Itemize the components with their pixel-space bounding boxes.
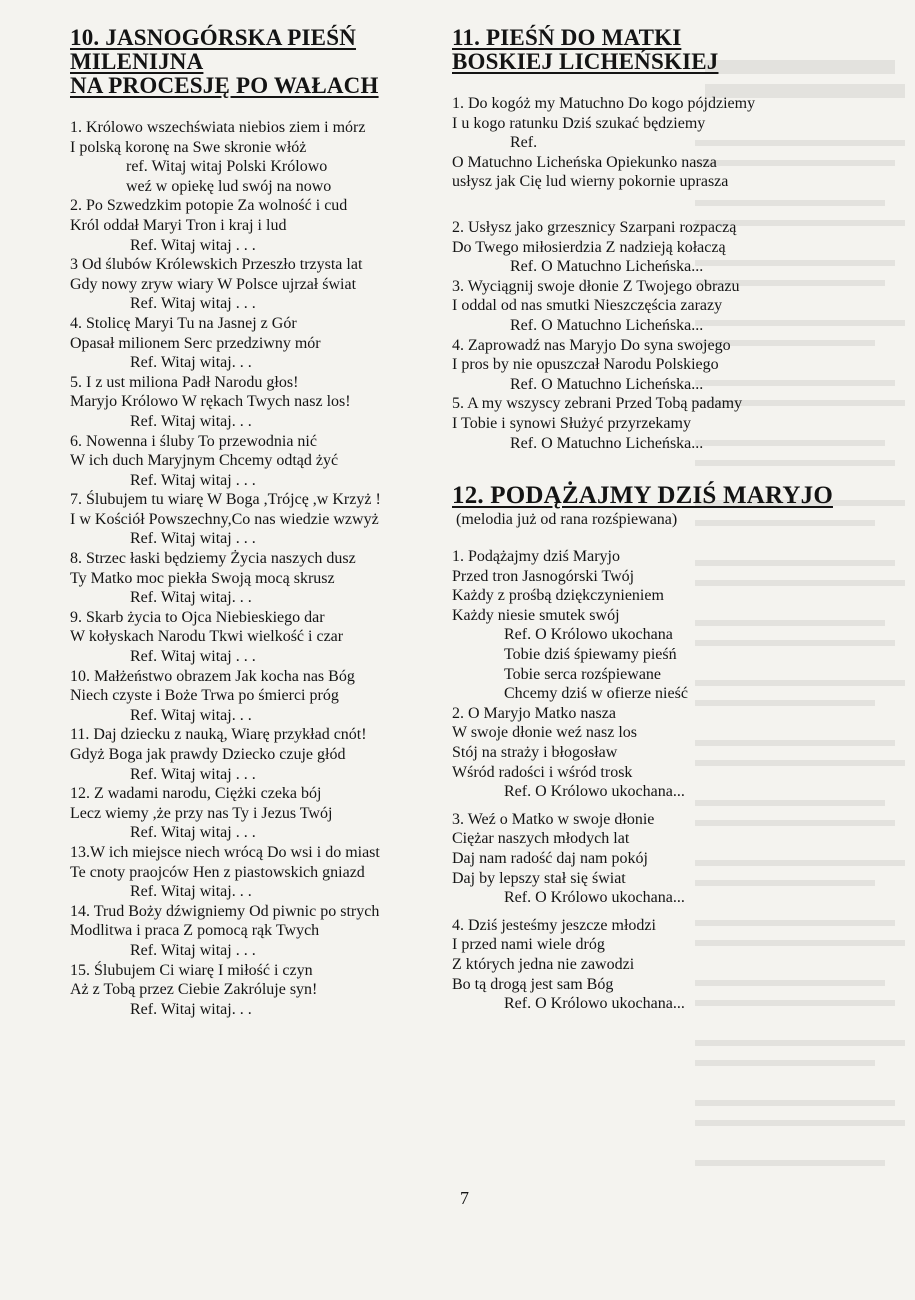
lyric-line: 10. Małżeństwo obrazem Jak kocha nas Bóg — [70, 667, 355, 685]
lyric-line: Daj nam radość daj nam pokój — [452, 850, 648, 867]
stanza — [452, 218, 872, 277]
lyric-line: I Tobie i synowi Służyć przyrzekamy — [452, 414, 691, 432]
page-number: 7 — [460, 1188, 469, 1208]
lyric-line: Stój na straży i błogosław — [452, 744, 618, 762]
song-10-title-line: NA PROCESJĘ PO WAŁACH — [70, 73, 379, 98]
refrain-line: Ref. O Matuchno Licheńska... — [510, 375, 704, 393]
refrain-line: Ref. O Matuchno Licheńska... — [510, 316, 704, 334]
lyric-line: Każdy z prośbą dziękczynieniem — [452, 587, 664, 605]
refrain-line: Ref. Witaj witaj . . . — [130, 824, 256, 842]
stanza — [70, 961, 430, 1020]
lyric-line: Ty Matko moc piekła Swoją mocą skrusz — [70, 569, 335, 587]
lyric-line: 4. Dziś jesteśmy jeszcze młodzi — [452, 916, 656, 934]
stanza — [452, 394, 872, 453]
lyric-line: Przed tron Jasnogórski Twój — [452, 567, 635, 585]
lyric-line: 8. Strzec łaski będziemy Życia naszych dusz — [70, 550, 356, 568]
refrain-line: Chcemy dziś w ofierze nieść — [504, 685, 688, 703]
stanza — [70, 490, 430, 549]
refrain-line: Ref. Witaj witaj . . . — [130, 530, 256, 548]
refrain-line: weź w opiekę lud swój na nowo — [126, 177, 332, 195]
stanza — [70, 118, 430, 196]
refrain-line: ref. Witaj witaj Polski Królowo — [126, 158, 328, 176]
song-10-title-line: 10. JASNOGÓRSKA PIEŚŃ — [70, 25, 357, 50]
lyric-line: 2. Usłysz jako grzesznicy Szarpani rozpaczą — [452, 218, 737, 236]
refrain-line: Ref. O Królowo ukochana... — [504, 783, 685, 801]
stanza — [70, 255, 430, 314]
lyric-line: I przed nami wiele dróg — [452, 936, 605, 954]
refrain-line: Ref. Witaj witaj . . . — [130, 765, 256, 783]
right-column — [452, 26, 872, 1014]
lyric-line: Te cnoty praojców Hen z piastowskich gniazd — [70, 863, 365, 881]
lyric-line: 9. Skarb życia to Ojca Niebieskiego dar — [70, 608, 325, 626]
refrain-line: O Matuchno Licheńska Opiekunko nasza — [452, 153, 717, 171]
refrain-line: Ref. Witaj witaj. . . — [130, 354, 252, 372]
lyric-line: 1. Do kogóż my Matuchno Do kogo pójdziemy — [452, 95, 756, 112]
lyric-line: 3 Od ślubów Królewskich Przeszło trzysta lat — [70, 256, 363, 274]
lyric-line: Niech czyste i Boże Trwa po śmierci próg — [70, 687, 339, 705]
lyric-line: I pros by nie opuszczał Narodu Polskiego — [452, 356, 719, 374]
refrain-label: Ref. — [510, 134, 538, 152]
stanza — [70, 902, 430, 961]
lyric-line: Modlitwa i praca Z pomocą rąk Twych — [70, 922, 320, 940]
lyric-line: 2. Po Szwedzkim potopie Za wolność i cud — [70, 197, 348, 215]
lyric-line: 3. Weź o Matko w swoje dłonie — [452, 810, 655, 828]
refrain-line: Ref. O Matuchno Licheńska... — [510, 258, 704, 276]
lyric-line: I polską koronę na Swe skronie włóż — [70, 138, 307, 156]
lyric-line: 4. Stolicę Maryi Tu na Jasnej z Gór — [70, 314, 297, 332]
song-11-title-line: 11. PIEŚŃ DO MATKI — [452, 25, 682, 50]
refrain-line: Tobie serca rozśpiewane — [504, 665, 662, 683]
refrain-line: Ref. Witaj witaj. . . — [130, 883, 252, 901]
stanza — [452, 810, 872, 908]
lyric-line: Maryjo Królowo W rękach Twych nasz los! — [70, 393, 351, 411]
lyric-line: W kołyskach Narodu Tkwi wielkość i czar — [70, 628, 344, 646]
refrain-line: Ref. O Królowo ukochana... — [504, 889, 685, 907]
lyric-line: 5. A my wszyscy zebrani Przed Tobą padamy — [452, 395, 743, 413]
stanza — [70, 784, 430, 843]
lyric-line: 2. O Maryjo Matko nasza — [452, 704, 616, 722]
stanza — [70, 314, 430, 373]
refrain-line: Ref. Witaj witaj . . . — [130, 295, 256, 313]
lyric-line: Gdyż Boga jak prawdy Dziecko czuje głód — [70, 746, 346, 763]
lyric-line: I w Kościół Powszechny,Co nas wiedzie wzwyż — [70, 510, 379, 528]
stanza — [452, 704, 872, 802]
song-10-title — [70, 26, 430, 98]
lyric-line: 6. Nowenna i śluby To przewodnia nić — [70, 432, 317, 450]
song-10-stanzas — [70, 118, 430, 1019]
refrain-line: Ref. Witaj witaj . . . — [130, 236, 256, 254]
song-11-stanzas — [452, 218, 872, 453]
song-12-stanzas — [452, 704, 872, 1014]
stanza — [70, 725, 430, 784]
refrain-line: Ref. Witaj witaj. . . — [130, 706, 252, 724]
lyric-line: 3. Wyciągnij swoje dłonie Z Twojego obrazu — [452, 277, 740, 295]
stanza — [70, 373, 430, 432]
lyric-line: I u kogo ratunku Dziś szukać będziemy — [452, 114, 706, 132]
song-11-title-line: BOSKIEJ LICHEŃSKIEJ — [452, 49, 719, 74]
lyric-line: Daj by lepszy stał się świat — [452, 869, 626, 887]
stanza — [452, 277, 872, 336]
lyric-line: 1. Królowo wszechświata niebios ziem i mórz — [70, 119, 366, 136]
lyric-line: Aż z Tobą przez Ciebie Zakróluje syn! — [70, 981, 318, 999]
lyric-line: I oddal od nas smutki Nieszczęścia zarazy — [452, 297, 723, 315]
lyric-line: 12. Z wadami narodu, Ciężki czeka bój — [70, 785, 322, 803]
stanza — [70, 196, 430, 255]
refrain-line: Ref. Witaj witaj. . . — [130, 412, 252, 430]
stanza — [70, 549, 430, 608]
song-10-title-line: MILENIJNA — [70, 49, 204, 74]
lyric-line: Każdy niesie smutek swój — [452, 606, 620, 624]
refrain-line: Ref. Witaj witaj . . . — [130, 648, 256, 666]
refrain-line: Ref. Witaj witaj . . . — [130, 941, 256, 959]
lyric-line: W swoje dłonie weź nasz los — [452, 724, 637, 742]
lyric-line: Opasał milionem Serc przedziwny mór — [70, 334, 321, 352]
stanza — [70, 843, 430, 902]
lyric-line: 15. Ślubujem Ci wiarę I miłość i czyn — [70, 961, 313, 979]
song-12-body — [452, 547, 872, 1014]
stanza — [70, 667, 430, 726]
stanza — [452, 916, 872, 1014]
refrain-line: Ref. O Królowo ukochana... — [504, 995, 685, 1013]
song-12-title: 12. PODĄŻAJMY DZIŚ MARYJO — [452, 482, 833, 510]
lyric-line: Bo tą drogą jest sam Bóg — [452, 975, 614, 993]
stanza — [70, 608, 430, 667]
stanza — [452, 336, 872, 395]
lyric-line: 4. Zaprowadź nas Maryjo Do syna swojego — [452, 336, 731, 354]
lyric-line: Ciężar naszych młodych lat — [452, 830, 630, 848]
lyric-line: 7. Ślubujem tu wiarę W Boga ,Trójcę ,w Krzyż ! — [70, 491, 381, 509]
refrain-line: Ref. O Królowo ukochana — [504, 626, 673, 644]
lyric-line: 5. I z ust miliona Padł Narodu głos! — [70, 373, 299, 391]
lyric-line: Gdy nowy zryw wiary W Polsce ujrzał świat — [70, 275, 357, 293]
lyric-line: 14. Trud Boży dźwigniemy Od piwnic po strych — [70, 902, 380, 920]
song-11-title — [452, 26, 872, 74]
lyric-line: 11. Daj dziecku z nauką, Wiarę przykład cnót! — [70, 726, 367, 744]
lyric-line: 13.W ich miejsce niech wrócą Do wsi i do miast — [70, 843, 380, 861]
lyric-line: W ich duch Maryjnym Chcemy odtąd żyć — [70, 452, 339, 470]
lyric-line: 1. Podążajmy dziś Maryjo — [452, 548, 620, 566]
stanza — [70, 432, 430, 491]
lyric-line: Król oddał Maryi Tron i kraj i lud — [70, 216, 287, 234]
refrain-line: usłysz jak Cię lud wierny pokornie uprasza — [452, 173, 729, 191]
refrain-line: Ref. O Matuchno Licheńska... — [510, 434, 704, 452]
song-12-subtitle: (melodia już od rana rozśpiewana) — [456, 511, 678, 529]
song-11-body — [452, 94, 872, 453]
lyric-line: Lecz wiemy ,że przy nas Ty i Jezus Twój — [70, 804, 333, 822]
refrain-line: Tobie dziś śpiewamy pieśń — [504, 646, 677, 664]
lyric-line: Do Twego miłosierdzia Z nadzieją kołaczą — [452, 238, 726, 256]
refrain-line: Ref. Witaj witaj. . . — [130, 1000, 252, 1018]
lyric-line: Wśród radości i wśród trosk — [452, 763, 633, 781]
song-10-column — [70, 26, 430, 1019]
lyric-line: Z których jedna nie zawodzi — [452, 955, 635, 973]
refrain-line: Ref. Witaj witaj. . . — [130, 589, 252, 607]
refrain-line: Ref. Witaj witaj . . . — [130, 471, 256, 489]
